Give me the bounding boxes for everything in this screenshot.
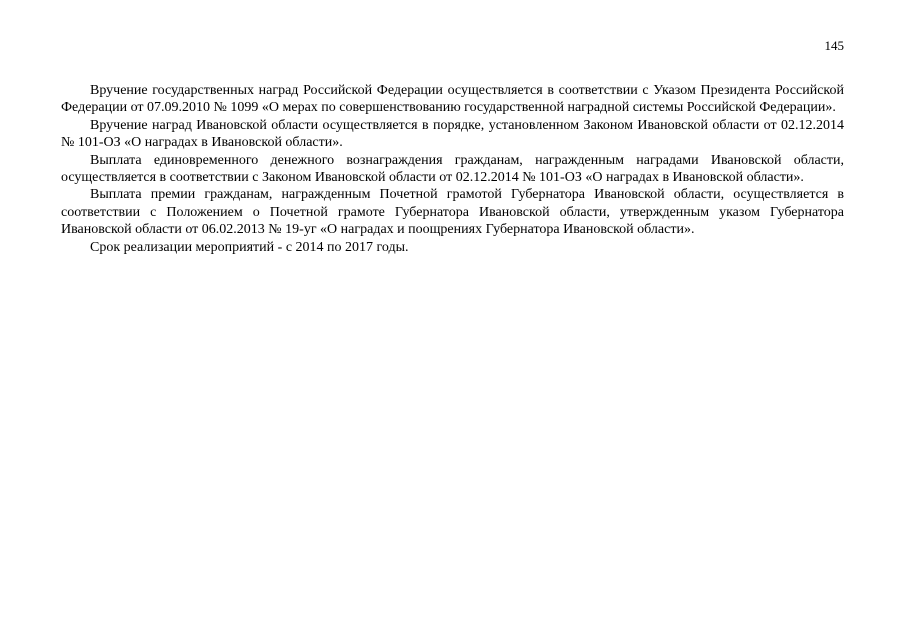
paragraph-state-awards: Вручение государственных наград Российской Федерации осуществляется в соответствии с Указом Президента Российской Федерации от 07.09.2010 № 1099 «О мерах по совершенствованию государственной наградной системы Российской Федерации». xyxy=(61,83,844,116)
paragraph-regional-awards: Вручение наград Ивановской области осуществляется в порядке, установленном Законом Ивановской области от 02.12.2014 № 101-ОЗ «О наградах в Ивановской области». xyxy=(61,117,844,151)
paragraph-governor-bonus: Выплата премии гражданам, награжденным Почетной грамотой Губернатора Ивановской области, осуществляется в соответствии с Положением о Почетной грамоте Губернатора Ивановской области, утвержденным указом Губернатора Ивановской области от 06.02.2013 № 19-уг «О наградах и поощрениях Губернатора Ивановской области». xyxy=(61,187,844,238)
paragraph-implementation-period: Срок реализации мероприятий - с 2014 по 2017 годы. xyxy=(90,239,409,255)
paragraph-monetary-reward: Выплата единовременного денежного вознаграждения гражданам, награжденным наградами Ивановской области, осуществляется в соответствии с Законом Ивановской области от 02.12.2014 № 101-ОЗ «О наградах в Ивановской области». xyxy=(61,152,844,186)
page-number: 145 xyxy=(824,38,844,53)
document-body xyxy=(61,82,844,256)
